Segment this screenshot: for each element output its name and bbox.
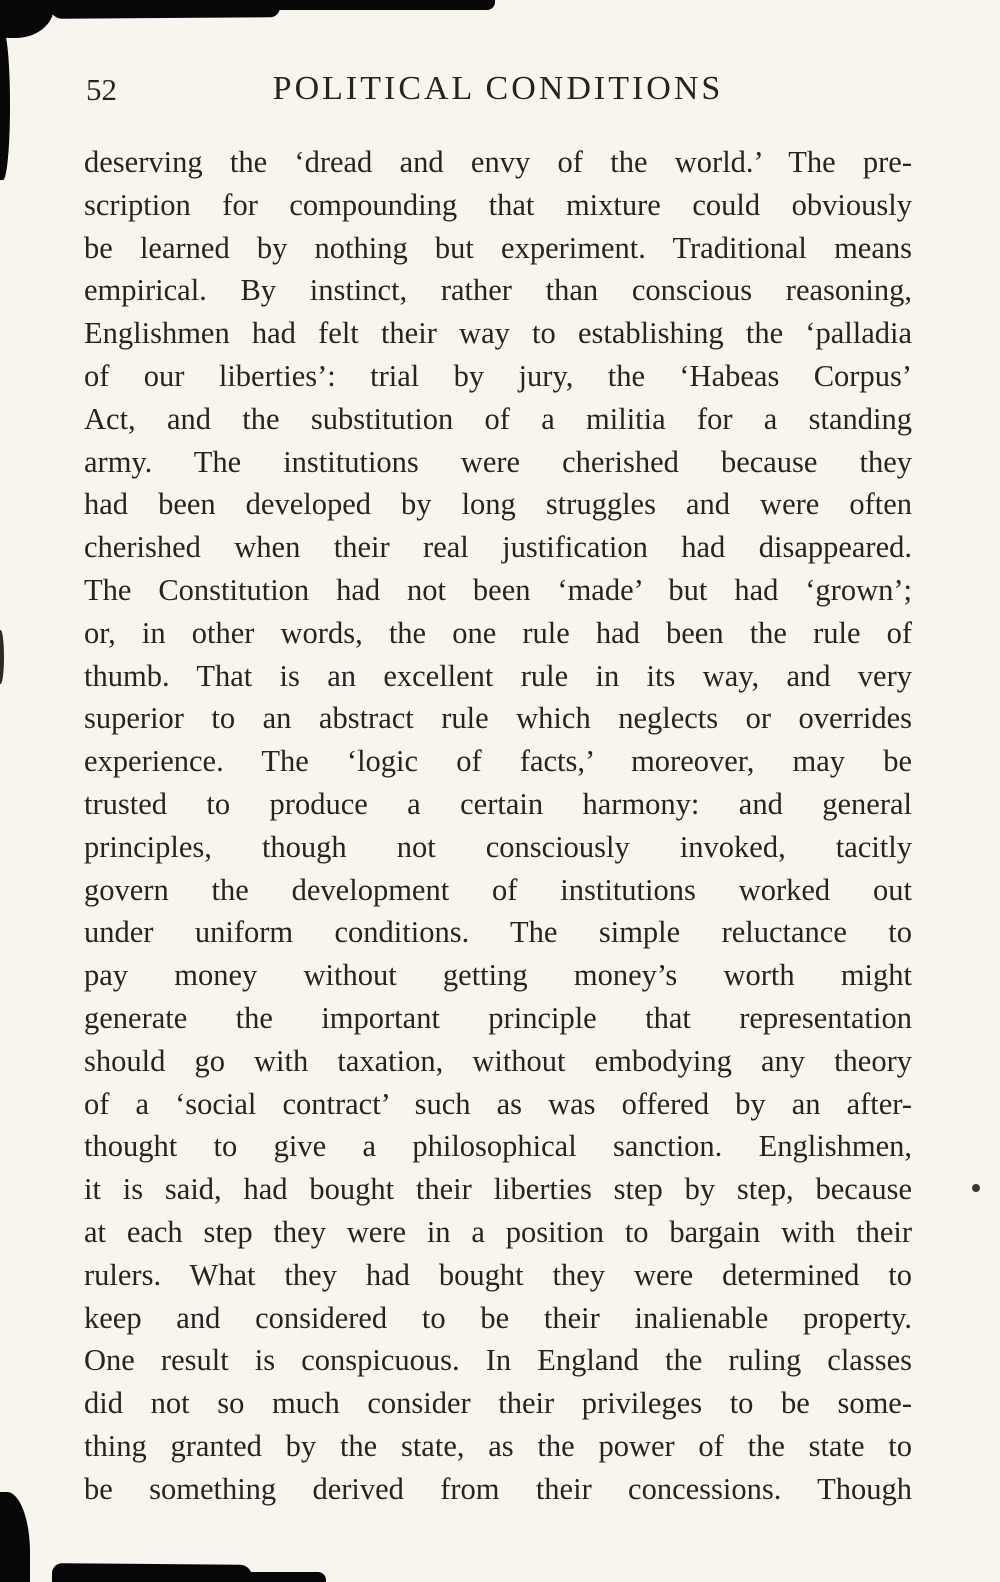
text-line: under uniform conditions. The simple reluctance to	[84, 915, 912, 950]
text-line: thumb. That is an excellent rule in its way, and very	[84, 658, 912, 693]
text-line: rulers. What they had bought they were determined to	[84, 1257, 912, 1292]
text-line: had been developed by long struggles and were often	[84, 487, 912, 522]
text-line: One result is conspicuous. In England the ruling classes	[84, 1343, 912, 1378]
body-text	[84, 141, 912, 1511]
text-line: empirical. By instinct, rather than conscious reasoning,	[84, 273, 912, 308]
scan-artifact-left-edge	[0, 630, 4, 684]
text-line: superior to an abstract rule which neglects or overrides	[84, 701, 912, 736]
text-line: deserving the ‘dread and envy of the world.’ The pre-	[84, 145, 912, 179]
scan-artifact-top-strip	[50, 0, 280, 19]
running-title: POLITICAL CONDITIONS	[272, 70, 724, 107]
text-line: The Constitution had not been ‘made’ but had ‘grown’;	[84, 572, 912, 607]
scan-artifact-top-left-corner	[0, 0, 54, 38]
text-line: or, in other words, the one rule had been the rule of	[84, 615, 912, 650]
text-line: of a ‘social contract’ such as was offered by an after-	[84, 1086, 912, 1121]
text-line: did not so much consider their privileges to be some-	[84, 1386, 912, 1421]
text-line: army. The institutions were cherished because they	[84, 444, 912, 479]
page-header	[84, 70, 912, 114]
text-line: be learned by nothing but experiment. Traditional means	[84, 230, 912, 265]
page-number: 52	[86, 72, 117, 107]
text-line: pay money without getting money’s worth might	[84, 958, 912, 993]
text-line: at each step they were in a position to bargain with their	[84, 1214, 912, 1249]
text-line: Act, and the substitution of a militia for a standing	[84, 401, 912, 436]
scan-artifact-bottom-strip	[52, 1563, 252, 1582]
scan-artifact-bottom-strip	[236, 1572, 326, 1582]
text-line: it is said, had bought their liberties step by step, because	[84, 1172, 912, 1207]
text-line: Englishmen had felt their way to establishing the ‘palladia	[84, 316, 912, 351]
scan-artifact-left-edge	[0, 30, 10, 180]
text-line: principles, though not consciously invoked, tacitly	[84, 829, 912, 864]
text-line: of our liberties’: trial by jury, the ‘Habeas Corpus’	[84, 358, 912, 393]
text-line: thought to give a philosophical sanction. Englishmen,	[84, 1129, 912, 1164]
text-line: keep and considered to be their inalienable property.	[84, 1300, 912, 1335]
scan-artifact-ink-dot	[972, 1184, 980, 1192]
text-line: govern the development of institutions worked out	[84, 872, 912, 907]
scan-artifact-bottom-left-corner	[0, 1492, 30, 1582]
text-line: thing granted by the state, as the power of the state to	[84, 1428, 912, 1463]
text-line: experience. The ‘logic of facts,’ moreover, may be	[84, 744, 912, 779]
text-line: trusted to produce a certain harmony: and general	[84, 786, 912, 821]
scan-artifact-top-strip	[250, 0, 495, 10]
text-line: cherished when their real justification had disappeared.	[84, 530, 912, 565]
text-line: scription for compounding that mixture could obviously	[84, 187, 912, 222]
text-line: be something derived from their concessions. Though	[84, 1471, 912, 1506]
text-line: should go with taxation, without embodying any theory	[84, 1043, 912, 1078]
text-line: generate the important principle that representation	[84, 1000, 912, 1035]
